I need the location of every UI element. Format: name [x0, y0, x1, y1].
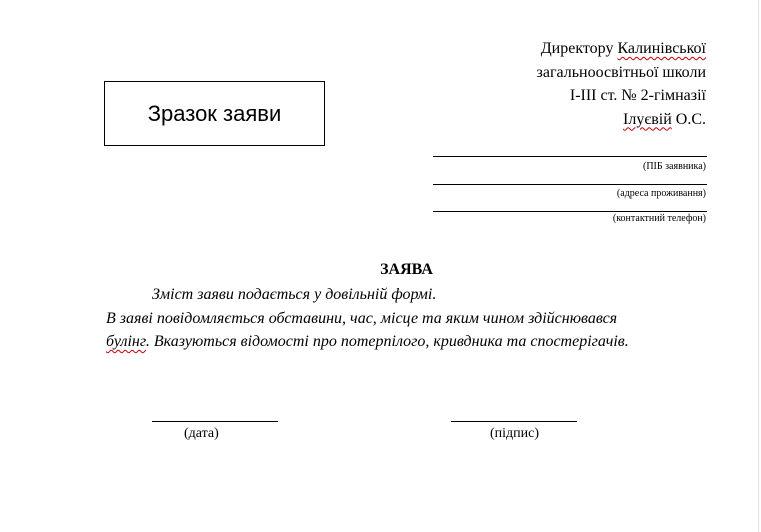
- addressee-line-4: [537, 108, 706, 132]
- addressee-line-2: загальноосвітньої школи: [536, 63, 706, 81]
- statement-title: ЗАЯВА: [380, 261, 433, 278]
- applicant-address-caption: (адреса проживання): [616, 188, 706, 199]
- director-surname: Ілуєвій: [623, 110, 672, 128]
- applicant-name-line[interactable]: [433, 156, 707, 157]
- sample-label: Зразок заяви: [147, 100, 282, 126]
- date-caption: (дата): [184, 426, 219, 441]
- statement-line-2: В заяві повідомляється обставини, час, місце та яким чином здійснювався: [106, 310, 618, 327]
- school-name: Калинівської: [617, 40, 706, 57]
- addressee-block: [537, 37, 706, 131]
- addressee-line-1: [537, 37, 706, 61]
- sample-label-box: [104, 81, 325, 146]
- statement-line-3-rest: . Вказуються відомості про потерпілого, кривдника та спостерігачів.: [145, 333, 629, 350]
- statement-line-3: [106, 333, 629, 351]
- statement-line-1: Зміст заяви подається у довільній формі.: [152, 286, 437, 303]
- addressee-line-3: І-ІІІ ст. № 2-гімназії: [569, 87, 706, 104]
- signature-caption: (підпис): [490, 426, 540, 441]
- date-line[interactable]: [152, 421, 278, 422]
- addressee-title: Директору: [540, 40, 618, 57]
- applicant-phone-caption: (контактний телефон): [612, 213, 706, 224]
- signature-line[interactable]: [451, 421, 577, 422]
- director-initials: О.С.: [671, 110, 706, 128]
- applicant-address-line[interactable]: [433, 184, 707, 185]
- bullying-word: булінг: [106, 333, 146, 350]
- applicant-name-caption: (ПІБ заявника): [642, 161, 706, 172]
- applicant-phone-line[interactable]: [433, 211, 707, 212]
